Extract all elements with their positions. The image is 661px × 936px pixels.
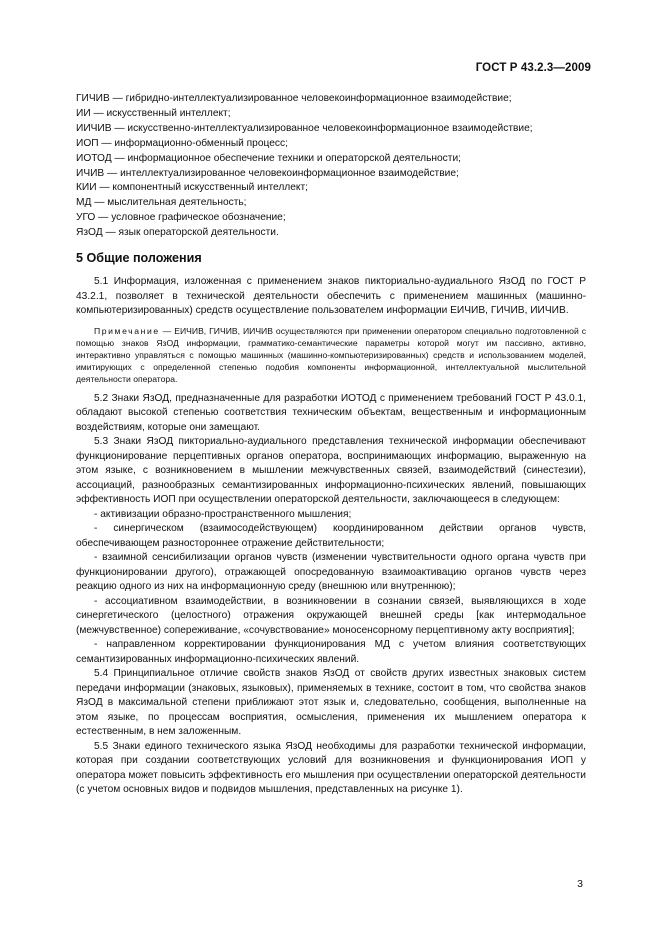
list-item: - ассоциативном взаимодействии, в возникновении в сознании связей, выявляющихся в ходе синергетического (целостного) отражения окружающей внешней среды [как интермодальное (межчувственное) сопереживание, «сочувствование» моносенсорному перцептивному акту восприятия];	[76, 595, 586, 636]
note-text: — ЕИЧИВ, ГИЧИВ, ИИЧИВ осуществляются при применении оператором специально подготовленной с помощью знаков ЯзОД информации, грамматико-семантические параметры которой могут им пассивно, активно, интерактивно управляться с помощью машинных (машинно-компьютеризированных) средств и использованием моделей, имитирующих с определенной степенью подобия компоненты информационной, интеллектуальной мыслительной деятельности оператора.	[76, 325, 586, 384]
list-item: - активизации образно-пространственного мышления;	[94, 508, 352, 520]
abbreviation-item: МД — мыслительная деятельность;	[76, 197, 247, 209]
paragraph-5-3: 5.3 Знаки ЯзОД пикториально-аудиального представления технической информации обеспечивают функционирование перцептивных органов оператора, воспринимающих информацию, выраженную на этом языке, с возникновением в мышлении межчувственных связей, взаимодействий (синестезии), ассоциаций, разнообразных семантизированных информационно-психических явлений, повышающих эффективность ИОП при осуществлении операторской деятельности, заключающееся в следующем:	[76, 436, 586, 506]
section-title: 5 Общие положения	[76, 251, 202, 266]
abbreviation-item: ЯзОД — язык операторской деятельности.	[76, 227, 279, 239]
abbreviation-item: КИИ — компонентный искусственный интеллект;	[76, 182, 308, 194]
note	[76, 325, 586, 385]
standard-code-header: ГОСТ Р 43.2.3—2009	[475, 62, 591, 74]
list-item: - направленном корректировании функционирования МД с учетом влияния соответствующих семантизированных информационно-психических явлений.	[76, 639, 586, 665]
list-item: - взаимной сенсибилизации органов чувств (изменении чувствительности одного органа чувств при функционировании другого), отражающей опосредованную взаимоактивацию органов чувств через реакцию одного из них на информационную среду (внешнюю или внутреннюю);	[76, 552, 586, 593]
paragraph-5-2: 5.2 Знаки ЯзОД, предназначенные для разработки ИОТОД с применением требований ГОСТ Р 43.0.1, обладают высокой степенью соответствия техническим объектам, вещественным и информационным воздействиям, которые они замещают.	[76, 392, 586, 433]
list-item: - синергическом (взаимосодействующем) координированном действии органов чувств, обеспечивающем разностороннее отражение действительности;	[76, 523, 586, 549]
abbreviations-list	[76, 92, 586, 241]
abbreviation-item: УГО — условное графическое обозначение;	[76, 212, 286, 224]
paragraph-5-4: 5.4 Принципиальное отличие свойств знаков ЯзОД от свойств других известных знаковых систем передачи информации (знаковых, языковых), применяемых в технике, состоит в том, что свойства знаков ЯзОД в максимальной степени приближают этот язык и, следовательно, сообщения, выполненные на этом языке, по процессам восприятия, осмысления, применения их мышлением оператора к естественным, в нем заложенным.	[76, 668, 586, 738]
abbreviation-item: ИОП — информационно-обменный процесс;	[76, 137, 288, 149]
abbreviation-item: ИЧИВ — интеллектуализированное человекоинформационное взаимодействие;	[76, 167, 459, 179]
abbreviation-item: ГИЧИВ — гибридно-интеллектуализированное человекоинформационное взаимодействие;	[76, 93, 512, 104]
abbreviation-item: ИИЧИВ — искусственно-интеллектуализированное человекоинформационное взаимодействие;	[76, 122, 533, 134]
abbreviation-item: ИОТОД — информационное обеспечение техники и операторской деятельности;	[76, 152, 461, 164]
note-label: Примечание	[94, 325, 160, 336]
properties-list	[76, 508, 586, 668]
paragraph-5-5: 5.5 Знаки единого технического языка ЯзОД необходимы для разработки технической информации, которая при создании соответствующих условий для возникновения и функционирования ИОП у оператора может повысить эффективность его мышления при осуществлении операторской деятельности (с учетом основных видов и подвидов мышления, представленных на рисунке 1).	[76, 740, 586, 796]
document-body	[76, 92, 586, 798]
page-number: 3	[577, 878, 583, 890]
paragraph-5-1: 5.1 Информация, изложенная с применением знаков пикториально-аудиального ЯзОД по ГОСТ Р 43.2.1, позволяет в технической деятельности обеспечить с применением машинных (машинно-компьютеризированных) средств осуществление пользователем информации ЕИЧИВ, ГИЧИВ, ИИЧИВ.	[76, 276, 586, 317]
abbreviation-item: ИИ — искусственный интеллект;	[76, 107, 231, 119]
